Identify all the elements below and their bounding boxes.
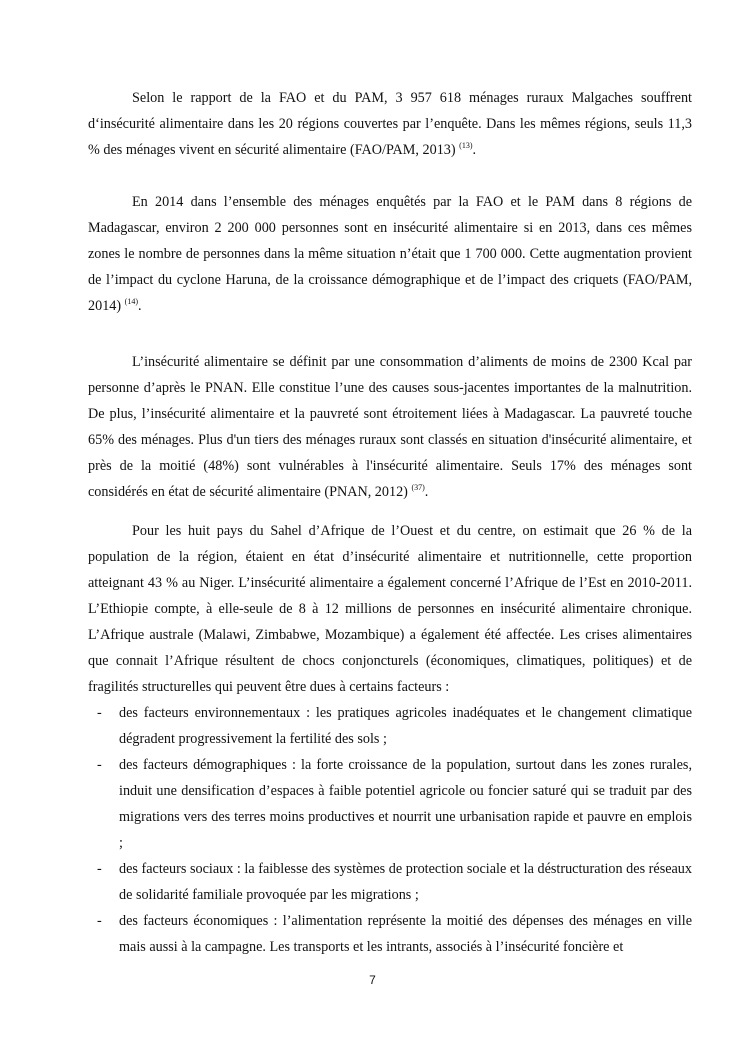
paragraph-text: L’insécurité alimentaire se définit par une consommation d’aliments de moins de 2300 Kcal par personne d’après le PNAN. Elle constitue l’une des causes sous-jacentes importantes de la malnutrition. De plus, l’insécurité alimentaire et la pauvreté sont étroitement liées à Madagascar. La pauvreté touche 65% des ménages. Plus d'un tiers des ménages ruraux sont classés en situation d'insécurité alimentaire, et près de la moitié (48%) sont vulnérables à l'insécurité alimentaire. Seuls 17% des ménages sont considérés en état de sécurité alimentaire (PNAN, 2012) xyxy=(88,354,692,500)
paragraph-text: Selon le rapport de la FAO et du PAM, 3 957 618 ménages ruraux Malgaches souffrent d‘insécurité alimentaire dans les 20 régions couvertes par l’enquête. Dans les mêmes régions, seuls 11,3 % des ménages vivent en sécurité alimentaire (FAO/PAM, 2013) xyxy=(88,90,692,158)
bullet-dash: - xyxy=(97,913,102,929)
page-number: 7 xyxy=(369,973,376,987)
list-item-text: des facteurs économiques : l’alimentation représente la moitié des dépenses des ménages en ville mais aussi à la campagne. Les transports et les intrants, associés à l’insécurité foncière et xyxy=(119,913,692,955)
factors-list xyxy=(88,700,692,960)
list-item xyxy=(88,700,692,752)
list-item xyxy=(88,752,692,856)
paragraph-fao-pam-2014 xyxy=(88,189,692,319)
paragraph-sahel-africa xyxy=(88,518,692,700)
paragraph-text: En 2014 dans l’ensemble des ménages enquêtés par la FAO et le PAM dans 8 régions de Madagascar, environ 2 200 000 personnes sont en insécurité alimentaire si en 2013, dans ces mêmes zones le nombre de personnes dans la même situation n’était que 1 700 000. Cette augmentation provient de l’impact du cyclone Haruna, de la croissance démographique et de l’impact des criquets (FAO/PAM, 2014) xyxy=(88,194,692,314)
paragraph-fao-pam-2013 xyxy=(88,85,692,163)
citation-ref: (13) xyxy=(459,141,473,150)
list-item xyxy=(88,856,692,908)
bullet-dash: - xyxy=(97,705,102,721)
paragraph-text: Pour les huit pays du Sahel d’Afrique de l’Ouest et du centre, on estimait que 26 % de la population de la région, étaient en état d’insécurité alimentaire et nutritionnelle, cette proportion atteignant 43 % au Niger. L’insécurité alimentaire a également concerné l’Afrique de l’Est en 2010-2011. L’Ethiopie compte, à elle-seule de 8 à 12 millions de personnes en insécurité alimentaire chronique. L’Afrique australe (Malawi, Zimbabwe, Mozambique) a également été affectée. Les crises alimentaires que connait l’Afrique résultent de chocs conjoncturels (économiques, climatiques, politiques) et de fragilités structurelles qui peuvent être dues à certains facteurs : xyxy=(88,523,692,695)
paragraph-end: . xyxy=(472,142,477,158)
list-item-text: des facteurs démographiques : la forte croissance de la population, surtout dans les zones rurales, induit une densification d’espaces à faible potentiel agricole ou foncier saturé qui se traduit par des migrations vers des terres moins productives et nourrit une urbanisation rapide et pauvre en emplois ; xyxy=(119,757,692,851)
bullet-dash: - xyxy=(97,757,102,773)
list-item-text: des facteurs sociaux : la faiblesse des systèmes de protection sociale et la déstructuration des réseaux de solidarité familiale provoquée par les migrations ; xyxy=(119,861,692,903)
paragraph-pnan-definition xyxy=(88,349,692,505)
list-item xyxy=(88,908,692,960)
citation-ref: (14) xyxy=(124,297,138,306)
bullet-dash: - xyxy=(97,861,102,877)
list-item-text: des facteurs environnementaux : les pratiques agricoles inadéquates et le changement climatique dégradent progressivement la fertilité des sols ; xyxy=(119,705,692,747)
paragraph-end: . xyxy=(424,484,429,500)
paragraph-end: . xyxy=(137,298,142,314)
citation-ref: (37) xyxy=(411,483,425,492)
